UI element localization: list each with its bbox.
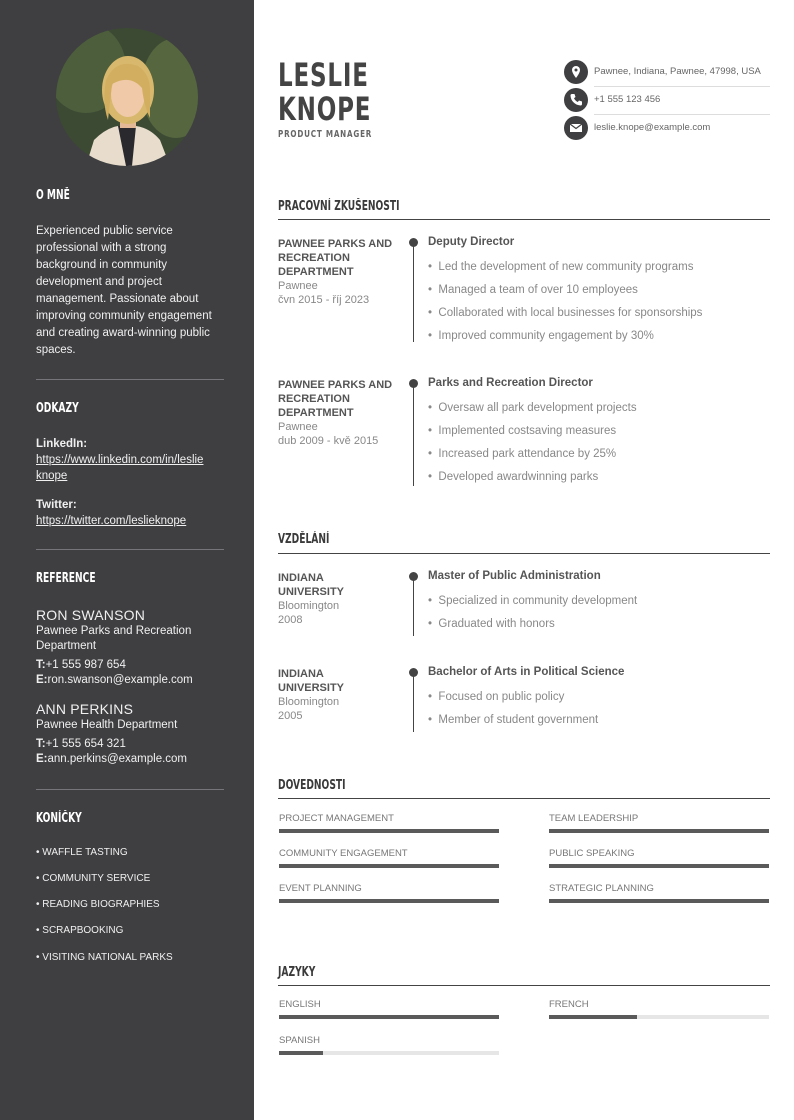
timeline-dot	[409, 238, 418, 247]
profile-photo	[56, 28, 198, 166]
reference-org: Pawnee Parks and Recreation	[36, 625, 192, 637]
language-label: FRENCH	[549, 999, 589, 1010]
skill-bar-fill	[549, 899, 769, 903]
language-bar	[279, 1015, 499, 1019]
contact-address	[564, 59, 770, 87]
bullet-text: Specialized in community development	[438, 595, 638, 607]
reference-name: ANN PERKINS	[36, 701, 134, 717]
job-bullet: • Improved community engagement by 30%	[428, 330, 654, 342]
phone-text: +1 555 123 456	[594, 94, 661, 105]
school-city: Bloomington	[278, 600, 340, 612]
language-bar-fill	[279, 1051, 323, 1055]
org-name: DEPARTMENT	[278, 407, 354, 419]
name-heading	[278, 58, 371, 126]
bullet-text: Increased park attendance by 25%	[438, 448, 617, 460]
hobbies-heading: KONÍČKY	[36, 811, 82, 826]
email-icon	[564, 116, 588, 140]
divider	[36, 789, 224, 790]
languages-heading: JAZYKY	[278, 965, 316, 980]
about-text: Experienced public service professional with a strong background in community development and project management. Passionate about improving community engagement and creating award-winning public spaces.	[36, 225, 212, 356]
section-rule	[278, 798, 770, 799]
timeline-line	[413, 242, 414, 342]
hobby-label: SCRAPBOOKING	[42, 925, 124, 936]
job-bullet: • Managed a team of over 10 employees	[428, 284, 638, 296]
skill-item	[549, 848, 769, 859]
email-label: E:	[36, 753, 48, 765]
skill-bar	[279, 829, 499, 833]
hobby-item: • WAFFLE TASTING	[36, 847, 128, 858]
org-city: Pawnee	[278, 280, 318, 292]
skill-item	[279, 813, 499, 824]
org-name: RECREATION	[278, 252, 350, 264]
about-heading: O MNĚ	[36, 188, 70, 203]
skill-label: TEAM LEADERSHIP	[549, 813, 639, 824]
job-bullet: • Implemented costsaving measures	[428, 425, 617, 437]
job-position: Parks and Recreation Director	[428, 377, 593, 389]
section-rule	[278, 553, 770, 554]
reference-name: RON SWANSON	[36, 607, 146, 623]
language-item	[549, 999, 769, 1010]
language-bar-fill	[549, 1015, 637, 1019]
language-bar	[549, 1015, 769, 1019]
hobby-label: COMMUNITY SERVICE	[42, 873, 151, 884]
school-year: 2008	[278, 614, 303, 626]
degree-title: Bachelor of Arts in Political Science	[428, 666, 625, 678]
bullet-text: Graduated with honors	[438, 618, 555, 630]
skill-bar	[279, 864, 499, 868]
degree-bullet: • Graduated with honors	[428, 618, 555, 630]
skill-label: COMMUNITY ENGAGEMENT	[279, 848, 408, 859]
education-org	[278, 571, 398, 627]
org-name: DEPARTMENT	[278, 266, 354, 278]
link-linkedin	[36, 436, 236, 484]
twitter-url[interactable]: https://twitter.com/leslieknope	[36, 515, 187, 527]
email-label: E:	[36, 674, 48, 686]
hobby-item: • READING BIOGRAPHIES	[36, 899, 160, 910]
bullet-text: Managed a team of over 10 employees	[438, 284, 638, 296]
section-rule	[278, 219, 770, 220]
skill-bar	[549, 864, 769, 868]
language-bar	[279, 1051, 499, 1055]
skill-bar-fill	[549, 829, 769, 833]
skill-bar-fill	[279, 864, 499, 868]
school-year: 2005	[278, 710, 303, 722]
reference-email: ron.swanson@example.com	[47, 674, 193, 686]
divider	[36, 549, 224, 550]
reference-item	[36, 606, 236, 688]
education-heading: VZDĚLÁNÍ	[278, 532, 330, 547]
phone-label: T:	[36, 738, 46, 750]
bullet-text: Member of student government	[438, 714, 599, 726]
linkedin-url-cont[interactable]: knope	[36, 470, 68, 482]
skill-bar	[549, 899, 769, 903]
language-bar-fill	[279, 1015, 499, 1019]
skill-item	[279, 883, 499, 894]
skill-label: PUBLIC SPEAKING	[549, 848, 635, 859]
links-heading: ODKAZY	[36, 401, 79, 416]
timeline-dot	[409, 668, 418, 677]
school-name: UNIVERSITY	[278, 586, 345, 598]
org-city: Pawnee	[278, 421, 318, 433]
experience-org	[278, 237, 398, 307]
degree-bullet: • Member of student government	[428, 714, 599, 726]
school-name: UNIVERSITY	[278, 682, 345, 694]
link-label: Twitter:	[36, 499, 77, 511]
hobby-label: VISITING NATIONAL PARKS	[42, 952, 173, 963]
skill-item	[549, 883, 769, 894]
divider	[36, 379, 224, 380]
hobby-item: • COMMUNITY SERVICE	[36, 873, 151, 884]
skill-bar	[279, 899, 499, 903]
language-item	[279, 999, 499, 1010]
degree-title: Master of Public Administration	[428, 570, 601, 582]
reference-email: ann.perkins@example.com	[47, 753, 188, 765]
language-label: ENGLISH	[279, 999, 321, 1010]
sidebar	[0, 0, 254, 1120]
job-bullet: • Oversaw all park development projects	[428, 402, 637, 414]
school-name: INDIANA	[278, 572, 324, 584]
phone-icon	[564, 88, 588, 112]
degree-bullet: • Specialized in community development	[428, 595, 638, 607]
experience-heading: PRACOVNÍ ZKUŠENOSTI	[278, 199, 400, 214]
school-city: Bloomington	[278, 696, 340, 708]
last-name: KNOPE	[278, 90, 372, 128]
bullet-text: Implemented costsaving measures	[438, 425, 617, 437]
job-bullet: • Increased park attendance by 25%	[428, 448, 617, 460]
link-label: LinkedIn:	[36, 438, 88, 450]
link-twitter	[36, 497, 236, 529]
hobby-item: • SCRAPBOOKING	[36, 925, 124, 936]
skill-bar-fill	[549, 864, 769, 868]
hobby-label: WAFFLE TASTING	[42, 847, 128, 858]
school-name: INDIANA	[278, 668, 324, 680]
timeline-line	[413, 672, 414, 732]
education-org	[278, 667, 398, 723]
skill-bar-fill	[279, 829, 499, 833]
references-heading: REFERENCE	[36, 571, 96, 586]
bullet-text: Led the development of new community programs	[438, 261, 694, 273]
skill-item	[279, 848, 499, 859]
skill-label: EVENT PLANNING	[279, 883, 362, 894]
timeline-line	[413, 576, 414, 636]
timeline-line	[413, 383, 414, 486]
experience-org	[278, 378, 398, 448]
timeline-dot	[409, 379, 418, 388]
job-bullet: • Led the development of new community programs	[428, 261, 694, 273]
reference-org-cont: Department	[36, 640, 97, 652]
org-name: RECREATION	[278, 393, 350, 405]
degree-bullet: • Focused on public policy	[428, 691, 565, 703]
hobby-item: • VISITING NATIONAL PARKS	[36, 952, 173, 963]
skills-heading: DOVEDNOSTI	[278, 778, 346, 793]
skill-item	[549, 813, 769, 824]
job-dates: dub 2009 - kvě 2015	[278, 435, 379, 447]
job-title: PRODUCT MANAGER	[278, 129, 373, 140]
location-icon	[564, 60, 588, 84]
language-label: SPANISH	[279, 1035, 321, 1046]
skill-bar-fill	[279, 899, 499, 903]
bullet-text: Improved community engagement by 30%	[438, 330, 654, 342]
job-bullet: • Developed awardwinning parks	[428, 471, 599, 483]
bullet-text: Focused on public policy	[438, 691, 565, 703]
skill-label: PROJECT MANAGEMENT	[279, 813, 394, 824]
job-bullet: • Collaborated with local businesses for sponsorships	[428, 307, 703, 319]
reference-phone: +1 555 987 654	[45, 659, 126, 671]
linkedin-url[interactable]: https://www.linkedin.com/in/leslie	[36, 454, 204, 466]
language-item	[279, 1035, 499, 1046]
email-text[interactable]: leslie.knope@example.com	[594, 122, 711, 133]
contact-email	[564, 115, 770, 143]
reference-item	[36, 700, 236, 767]
reference-phone: +1 555 654 321	[45, 738, 126, 750]
org-name: PAWNEE PARKS AND	[278, 238, 393, 250]
section-rule	[278, 985, 770, 986]
job-position: Deputy Director	[428, 236, 515, 248]
bullet-text: Developed awardwinning parks	[438, 471, 599, 483]
address-text: Pawnee, Indiana, Pawnee, 47998, USA	[594, 66, 761, 77]
bullet-text: Oversaw all park development projects	[438, 402, 637, 414]
org-name: PAWNEE PARKS AND	[278, 379, 393, 391]
bullet-text: Collaborated with local businesses for sponsorships	[438, 307, 703, 319]
job-dates: čvn 2015 - říj 2023	[278, 294, 370, 306]
reference-org: Pawnee Health Department	[36, 719, 178, 731]
phone-label: T:	[36, 659, 46, 671]
skill-bar	[549, 829, 769, 833]
contact-phone	[564, 87, 770, 115]
first-name: LESLIE	[278, 56, 369, 94]
skill-label: STRATEGIC PLANNING	[549, 883, 654, 894]
hobby-label: READING BIOGRAPHIES	[42, 899, 160, 910]
timeline-dot	[409, 572, 418, 581]
